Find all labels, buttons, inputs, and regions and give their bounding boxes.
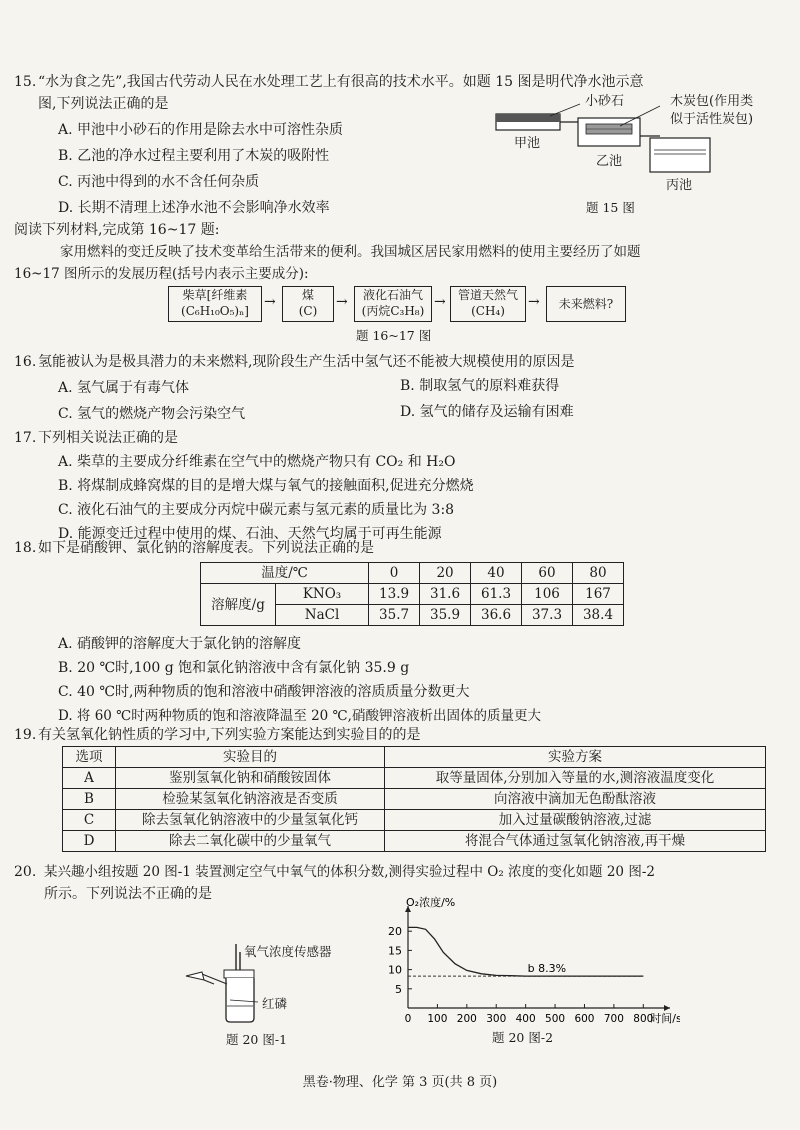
question-stem: 氢能被认为是极具潜力的未来燃料,现阶段生产生活中氢气还不能被大规模使用的原因是	[38, 354, 575, 370]
table-header: 溶解度/g	[201, 584, 276, 626]
question-number: 17.	[14, 430, 37, 446]
table-cell: D	[63, 831, 116, 852]
label-sensor: 氧气浓度传感器	[244, 944, 332, 959]
option-a[interactable]: A. 氢气属于有毒气体	[58, 380, 190, 396]
x-tick-label: 500	[545, 1013, 566, 1025]
question-stem: 所示。下列说法不正确的是	[44, 886, 212, 902]
question-number: 15.	[14, 74, 37, 90]
table-cell: B	[63, 789, 116, 810]
table-cell: A	[63, 768, 116, 789]
flow-box-line: 煤	[301, 288, 314, 302]
x-tick-label: 700	[603, 1013, 624, 1025]
arrow-icon: →	[434, 294, 446, 310]
x-tick-label: 200	[456, 1013, 477, 1025]
table-cell: 13.9	[369, 584, 420, 605]
option-d[interactable]: D. 将 60 ℃时两种物质的饱和溶液降温至 20 ℃,硝酸钾溶液析出固体的质量更大	[58, 708, 541, 724]
x-axis-label: 时间/s	[650, 1012, 680, 1025]
question-stem: 图,下列说法正确的是	[38, 96, 169, 112]
reading-paragraph: 16~17 图所示的发展历程(括号内表示主要成分):	[14, 266, 309, 282]
y-tick-label: 5	[395, 982, 402, 996]
x-tick-label: 400	[515, 1013, 536, 1025]
option-b[interactable]: B. 20 ℃时,100 g 饱和氯化钠溶液中含有氯化钠 35.9 g	[58, 660, 410, 676]
question-number: 19.	[14, 727, 37, 743]
label-pool-yi: 乙池	[596, 154, 623, 169]
table-cell: 167	[573, 584, 624, 605]
option-b[interactable]: B. 制取氢气的原料难获得	[400, 378, 560, 394]
flow-box-future-fuel	[546, 286, 626, 322]
question-number: 16.	[14, 354, 37, 370]
flow-box-line: 管道天然气	[457, 288, 518, 302]
y-axis-label: O₂浓度/%	[406, 896, 456, 909]
option-c[interactable]: C. 丙池中得到的水不含任何杂质	[58, 174, 260, 190]
table-header: 实验方案	[385, 747, 766, 768]
table-cell: 36.6	[471, 605, 522, 626]
x-tick-label: 800	[633, 1013, 654, 1025]
table-header: 选项	[63, 747, 116, 768]
label-pool-jia: 甲池	[514, 136, 541, 151]
option-d[interactable]: D. 能源变迁过程中使用的煤、石油、天然气均属于可再生能源	[58, 526, 442, 542]
figure-15	[490, 92, 760, 217]
series-line	[408, 927, 643, 976]
question-stem: “水为食之先”,我国古代劳动人民在水处理工艺上有很高的技术水平。如题 15 图是明代净水池示意	[38, 74, 644, 90]
table-cell: 37.3	[522, 605, 573, 626]
figure-20-2	[360, 896, 680, 1046]
question-stem: 下列相关说法正确的是	[38, 430, 178, 446]
solubility-table	[200, 562, 624, 626]
question-stem: 某兴趣小组按题 20 图-1 装置测定空气中氧气的体积分数,测得实验过程中 O₂ 浓度的变化如题 20 图-2	[44, 864, 655, 880]
x-axis-arrow-icon	[664, 1005, 670, 1011]
table-header: 实验目的	[116, 747, 385, 768]
option-b[interactable]: B. 将煤制成蜂窝煤的目的是增大煤与氧气的接触面积,促进充分燃烧	[58, 478, 474, 494]
x-tick-label: 100	[427, 1013, 448, 1025]
question-stem: 如下是硝酸钾、氯化钠的溶解度表。下列说法正确的是	[38, 540, 374, 556]
table-cell: 106	[522, 584, 573, 605]
arrow-icon: →	[528, 294, 540, 310]
flow-box-coal	[282, 286, 334, 322]
table-cell: 80	[573, 563, 624, 584]
option-c[interactable]: C. 40 ℃时,两种物质的饱和溶液中硝酸钾溶液的溶质质量分数更大	[58, 684, 470, 700]
flow-caption: 题 16~17 图	[356, 328, 432, 343]
table-cell: C	[63, 810, 116, 831]
table-cell: NaCl	[276, 605, 369, 626]
figure-caption: 题 20 图-2	[492, 1030, 554, 1045]
option-c[interactable]: C. 氢气的燃烧产物会污染空气	[58, 406, 246, 422]
table-cell: 60	[522, 563, 573, 584]
option-a[interactable]: A. 硝酸钾的溶解度大于氯化钠的溶解度	[58, 636, 302, 652]
y-tick-label: 10	[388, 963, 402, 977]
flow-box-line: 柴草[纤维素	[182, 288, 248, 302]
option-b[interactable]: B. 乙池的净水过程主要利用了木炭的吸附性	[58, 148, 330, 164]
table-cell: 除去二氧化碳中的少量氧气	[116, 831, 385, 852]
label-phosphorus: 红磷	[262, 996, 288, 1011]
option-d[interactable]: D. 氢气的储存及运输有困难	[400, 404, 574, 420]
table-cell: 检验某氢氧化钠溶液是否变质	[116, 789, 385, 810]
flow-box-line: 液化石油气	[362, 288, 423, 302]
table-cell: 31.6	[420, 584, 471, 605]
table-cell: 0	[369, 563, 420, 584]
experiment-table	[62, 746, 766, 852]
table-cell: 35.9	[420, 605, 471, 626]
o2-concentration-chart	[360, 896, 680, 1028]
arrow-icon: →	[336, 294, 348, 310]
label-sand: 小砂石	[585, 94, 625, 109]
question-stem: 有关氢氧化钠性质的学习中,下列实验方案能达到实验目的的是	[38, 727, 421, 743]
flow-box-line: 未来燃料?	[558, 297, 614, 311]
table-cell: 向溶液中滴加无色酚酞溶液	[385, 789, 766, 810]
figure-caption: 题 15 图	[586, 200, 635, 215]
label-pool-bing: 丙池	[666, 178, 693, 193]
label-charcoal: 似于活性炭包)	[670, 112, 754, 127]
x-tick-label: 0	[404, 1013, 412, 1025]
table-cell: 20	[420, 563, 471, 584]
table-cell: 40	[471, 563, 522, 584]
question-number: 18.	[14, 540, 37, 556]
label-charcoal: 木炭包(作用类	[670, 94, 754, 109]
flow-box-line: (C₆H₁₀O₅)ₙ]	[181, 304, 249, 318]
flow-box-line: (CH₄)	[471, 304, 505, 318]
data-annotation: b 8.3%	[527, 962, 567, 976]
table-header: 温度/℃	[201, 563, 369, 584]
reading-intro: 阅读下列材料,完成第 16~17 题:	[14, 222, 220, 238]
table-cell: KNO₃	[276, 584, 369, 605]
table-cell: 61.3	[471, 584, 522, 605]
table-cell: 除去氢氧化钠溶液中的少量氢氧化钙	[116, 810, 385, 831]
option-a[interactable]: A. 甲池中小砂石的作用是除去水中可溶性杂质	[58, 122, 344, 138]
page-footer: 黑卷·物理、化学 第 3 页(共 8 页)	[302, 1075, 498, 1090]
flow-box-natural-gas	[450, 286, 526, 322]
table-cell: 加入过量碳酸钠溶液,过滤	[385, 810, 766, 831]
table-cell: 35.7	[369, 605, 420, 626]
option-c[interactable]: C. 液化石油气的主要成分丙烷中碳元素与氢元素的质量比为 3:8	[58, 502, 455, 518]
y-tick-label: 20	[388, 925, 402, 939]
table-cell: 鉴别氢氧化钠和硝酸铵固体	[116, 768, 385, 789]
table-cell: 38.4	[573, 605, 624, 626]
flow-box-line: (丙烷C₃H₈)	[361, 304, 425, 318]
y-tick-label: 15	[388, 944, 402, 958]
figure-20-1	[180, 940, 360, 1050]
flow-box-lpg	[354, 286, 432, 322]
option-d[interactable]: D. 长期不清理上述净水池不会影响净水效率	[58, 200, 330, 216]
question-number: 20.	[14, 864, 37, 880]
flow-box-line: (C)	[298, 304, 318, 318]
x-tick-label: 300	[486, 1013, 507, 1025]
reading-paragraph: 家用燃料的变迁反映了技术变革给生活带来的便利。我国城区居民家用燃料的使用主要经历了如题	[60, 244, 641, 260]
table-cell: 将混合气体通过氢氧化钠溶液,再干燥	[385, 831, 766, 852]
arrow-icon: →	[264, 294, 276, 310]
figure-caption: 题 20 图-1	[226, 1032, 288, 1047]
x-tick-label: 600	[574, 1013, 595, 1025]
table-cell: 取等量固体,分别加入等量的水,测溶液温度变化	[385, 768, 766, 789]
option-a[interactable]: A. 柴草的主要成分纤维素在空气中的燃烧产物只有 CO₂ 和 H₂O	[58, 454, 456, 470]
flow-box-firewood	[168, 286, 262, 322]
